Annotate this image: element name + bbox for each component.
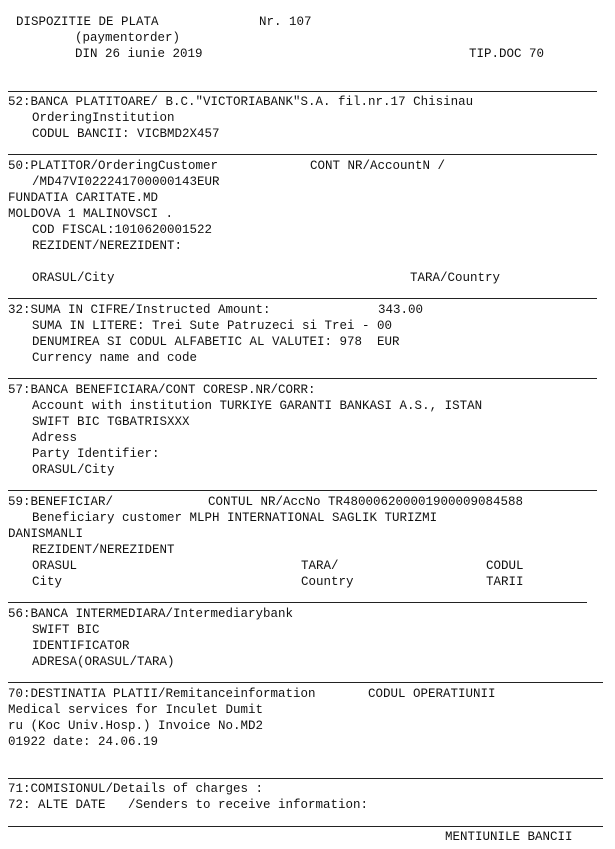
charges-details: 71:COMISIONUL/Details of charges : [8, 782, 264, 796]
beneficiary-code-en: TARII [486, 575, 524, 589]
divider [8, 778, 603, 779]
beneficiary-account: CONTUL NR/AccNo TR480006200001900009084588 [208, 495, 524, 509]
ordering-customer-label: 50:PLATITOR/OrderingCustomer [8, 159, 219, 173]
document-title: DISPOZITIE DE PLATA [16, 15, 159, 29]
remittance-label: 70:DESTINATIA PLATII/Remitanceinformation [8, 687, 316, 701]
intermediary-identifier: IDENTIFICATOR [32, 639, 130, 653]
divider [8, 602, 587, 603]
document-subtitle: (paymentorder) [75, 31, 181, 45]
beneficiary-bank-city: ORASUL/City [32, 463, 115, 477]
currency-line: DENUMIREA SI CODUL ALFABETIC AL VALUTEI: 978 EUR [32, 335, 400, 349]
payer-country: TARA/Country [410, 271, 501, 285]
beneficiary-code-label: CODUL [486, 559, 524, 573]
beneficiary-resident-status: REZIDENT/NEREZIDENT [32, 543, 175, 557]
amount-value: 343.00 [378, 303, 424, 317]
bank-code: CODUL BANCII: VICBMD2X457 [32, 127, 220, 141]
ordering-institution-label: OrderingInstitution [32, 111, 175, 125]
intermediary-address: ADRESA(ORASUL/TARA) [32, 655, 175, 669]
payer-resident-status: REZIDENT/NEREZIDENT: [32, 239, 183, 253]
divider [8, 91, 597, 92]
remittance-line: Medical services for Inculet Dumit [8, 703, 264, 717]
remittance-line: ru (Koc Univ.Hosp.) Invoice No.MD2 [8, 719, 264, 733]
account-number-value: /MD47VI022241700000143EUR [32, 175, 220, 189]
payer-address: MOLDOVA 1 MALINOVSCI . [8, 207, 174, 221]
payer-fiscal-code: COD FISCAL:1010620001522 [32, 223, 213, 237]
payer-city: ORASUL/City [32, 271, 115, 285]
beneficiary-label: 59:BENEFICIAR/ [8, 495, 114, 509]
other-data: 72: ALTE DATE /Senders to receive information: [8, 798, 369, 812]
remittance-line: 01922 date: 24.06.19 [8, 735, 159, 749]
beneficiary-bank-label: 57:BANCA BENEFICIARA/CONT CORESP.NR/CORR: [8, 383, 316, 397]
document-number: Nr. 107 [259, 15, 312, 29]
document-date: DIN 26 iunie 2019 [75, 47, 203, 61]
payer-name: FUNDATIA CARITATE.MD [8, 191, 159, 205]
beneficiary-country-en: Country [301, 575, 354, 589]
beneficiary-city-label: ORASUL [32, 559, 78, 573]
divider [8, 490, 597, 491]
divider [8, 298, 597, 299]
divider [8, 154, 597, 155]
amount-in-words: SUMA IN LITERE: Trei Sute Patruzeci si Trei - 00 [32, 319, 393, 333]
beneficiary-swift: SWIFT BIC TGBATRISXXX [32, 415, 190, 429]
operation-code-label: CODUL OPERATIUNII [368, 687, 496, 701]
beneficiary-city-en: City [32, 575, 63, 589]
amount-label: 32:SUMA IN CIFRE/Instructed Amount: [8, 303, 271, 317]
ordering-bank-line: 52:BANCA PLATITOARE/ B.C."VICTORIABANK"S.A. fil.nr.17 Chisinau [8, 95, 474, 109]
beneficiary-customer: Beneficiary customer MLPH INTERNATIONAL SAGLIK TURIZMI [32, 511, 438, 525]
beneficiary-bank-address: Adress [32, 431, 78, 445]
intermediary-swift: SWIFT BIC [32, 623, 100, 637]
divider [8, 826, 603, 827]
currency-label: Currency name and code [32, 351, 198, 365]
divider [8, 682, 603, 683]
divider [8, 378, 597, 379]
document-type: TIP.DOC 70 [469, 47, 545, 61]
beneficiary-country-label: TARA/ [301, 559, 339, 573]
beneficiary-customer-cont: DANISMANLI [8, 527, 84, 541]
account-number-label: CONT NR/AccountN / [310, 159, 446, 173]
party-identifier: Party Identifier: [32, 447, 160, 461]
intermediary-bank-label: 56:BANCA INTERMEDIARA/Intermediarybank [8, 607, 294, 621]
bank-notes-label: MENTIUNILE BANCII [445, 830, 573, 844]
beneficiary-institution: Account with institution TURKIYE GARANTI BANKASI A.S., ISTAN [32, 399, 483, 413]
